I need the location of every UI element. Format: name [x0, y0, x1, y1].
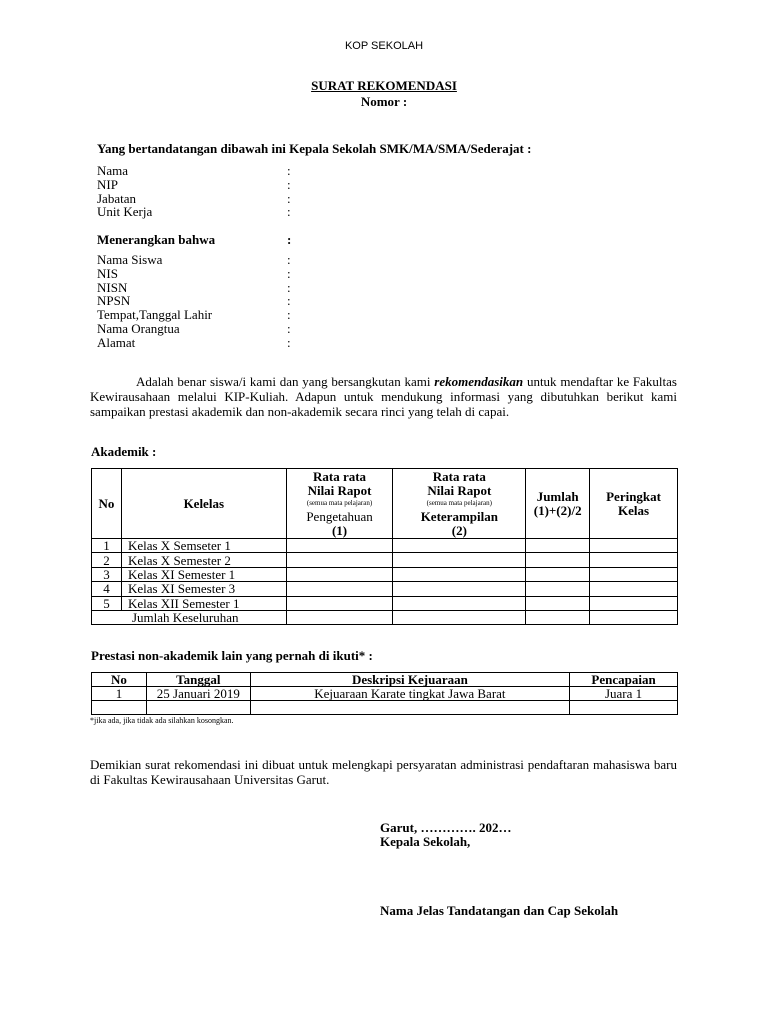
- cell-pengetahuan: [286, 553, 393, 567]
- cell-total-label: Jumlah Keseluruhan: [92, 610, 287, 624]
- cell-no: 1: [92, 687, 147, 701]
- header-line: Nilai Rapot: [307, 482, 372, 498]
- field-nip: [97, 178, 307, 192]
- cell-pencapaian: Juara 1: [570, 687, 678, 701]
- cell-total-peringkat: [590, 610, 678, 624]
- cell-pengetahuan: [286, 567, 393, 581]
- cell-no: [92, 701, 147, 715]
- header-small-note: (semua mata pelajaran): [426, 498, 492, 507]
- header-line: Nilai Rapot: [427, 482, 492, 498]
- cell-pengetahuan: [286, 582, 393, 596]
- cell-peringkat: [590, 596, 678, 610]
- header-no: No: [92, 469, 122, 539]
- cell-no: 5: [92, 596, 122, 610]
- letter-number: Nomor :: [360, 94, 408, 109]
- table-row: [92, 701, 678, 715]
- header-num: (1): [331, 522, 348, 538]
- cell-kelas: Kelas XI Semester 1: [121, 567, 286, 581]
- field-colon: :: [287, 190, 291, 206]
- field-label: NIP: [97, 176, 118, 192]
- header-num: (2): [451, 522, 467, 538]
- field-colon: :: [287, 176, 291, 192]
- header-pengetahuan: [286, 469, 393, 539]
- cell-pengetahuan: [286, 539, 393, 553]
- recommendation-paragraph: [90, 374, 677, 419]
- field-colon: :: [287, 204, 291, 220]
- header-pencapaian: Pencapaian: [570, 673, 678, 687]
- cell-deskripsi: Kejuaraan Karate tingkat Jawa Barat: [250, 687, 569, 701]
- field-label: Nama: [97, 163, 129, 178]
- header-line: Rata rata: [432, 468, 486, 484]
- table-row: [92, 687, 678, 701]
- field-nama-siswa: [97, 253, 307, 267]
- achievement-table: [91, 672, 678, 715]
- header-line: Peringkat: [606, 488, 661, 504]
- cell-keterampilan: [393, 582, 526, 596]
- cell-kelas: Kelas XI Semester 3: [121, 582, 286, 596]
- academic-header-row: [92, 469, 678, 539]
- cell-no: 2: [92, 553, 122, 567]
- intro-statement: Yang bertandatangan dibawah ini Kepala Sekolah SMK/MA/SMA/Sederajat :: [97, 141, 532, 156]
- table-row: [92, 553, 678, 567]
- header-line: Jumlah: [536, 488, 579, 504]
- field-label: Tempat,Tanggal Lahir: [97, 307, 213, 323]
- signature-place-date: Garut, …………. 202…: [380, 820, 512, 835]
- table-total-row: [92, 610, 678, 624]
- field-nisn: [97, 281, 307, 295]
- closing-paragraph: Demikian surat rekomendasi ini dibuat untuk melengkapi persyaratan administrasi pendaftaran mahasiswa baru di Fakultas Kewirausahaan Universitas Garut.: [90, 757, 677, 787]
- field-label: Unit Kerja: [97, 204, 153, 220]
- cell-deskripsi: [250, 701, 569, 715]
- field-label: Nama Siswa: [97, 252, 163, 267]
- paragraph-text-cont: untuk mendaftar ke Fakultas Kewirausahaan melalui KIP-Kuliah. Adapun untuk mendukung informasi yang dibutuhkan berikut kami sampaikan prestasi akademik dan non-akademik secara rinci yang telah di capai.: [90, 374, 677, 419]
- cell-jumlah: [526, 596, 590, 610]
- header-no: No: [92, 673, 147, 687]
- paragraph-emphasis: rekomendasikan: [434, 374, 524, 389]
- header-small-note: (semua mata pelajaran): [306, 498, 373, 507]
- signature-position: Kepala Sekolah,: [380, 834, 471, 849]
- cell-jumlah: [526, 539, 590, 553]
- field-colon: :: [287, 334, 291, 350]
- cell-tanggal: [146, 701, 250, 715]
- header-line: Kelas: [618, 502, 650, 518]
- letter-title: SURAT REKOMENDASI: [311, 78, 457, 93]
- cell-total-pengetahuan: [286, 610, 393, 624]
- cell-peringkat: [590, 553, 678, 567]
- field-nama: [97, 164, 307, 178]
- table-row: [92, 567, 678, 581]
- cell-pencapaian: [570, 701, 678, 715]
- table-row: [92, 582, 678, 596]
- field-npsn: [97, 294, 307, 308]
- cell-pengetahuan: [286, 596, 393, 610]
- header-kelas: Kelelas: [121, 469, 286, 539]
- cell-peringkat: [590, 539, 678, 553]
- field-colon: :: [287, 320, 291, 336]
- field-colon: :: [287, 307, 291, 323]
- footnote: *jika ada, jika tidak ada silahkan kosongkan.: [90, 716, 234, 725]
- field-nis: [97, 267, 307, 281]
- cell-total-keterampilan: [393, 610, 526, 624]
- cell-peringkat: [590, 567, 678, 581]
- header-tanggal: Tanggal: [146, 673, 250, 687]
- academic-table: [91, 468, 678, 625]
- cell-kelas: Kelas X Semester 2: [121, 553, 286, 567]
- header-jumlah: [526, 469, 590, 539]
- field-colon: :: [287, 163, 291, 178]
- header-sub: Pengetahuan: [306, 508, 373, 524]
- field-label: Jabatan: [97, 190, 136, 206]
- cell-jumlah: [526, 582, 590, 596]
- cell-keterampilan: [393, 596, 526, 610]
- cell-keterampilan: [393, 567, 526, 581]
- cell-jumlah: [526, 567, 590, 581]
- akademik-heading: Akademik :: [91, 444, 157, 459]
- cell-no: 1: [92, 539, 122, 553]
- menerangkan-colon: :: [287, 232, 292, 247]
- cell-keterampilan: [393, 539, 526, 553]
- field-label: Alamat: [97, 334, 136, 350]
- official-fields: [97, 164, 307, 219]
- cell-no: 3: [92, 567, 122, 581]
- table-row: [92, 539, 678, 553]
- signature-name-line: Nama Jelas Tandatangan dan Cap Sekolah: [380, 903, 619, 918]
- field-label: NIS: [97, 265, 118, 281]
- field-unit-kerja: [97, 205, 307, 219]
- field-alamat: [97, 336, 307, 350]
- header-line: Rata rata: [312, 468, 367, 484]
- paragraph-text: Adalah benar siswa/i kami dan yang bersangkutan kami: [136, 374, 435, 389]
- cell-tanggal: 25 Januari 2019: [146, 687, 250, 701]
- field-nama-orangtua: [97, 322, 307, 336]
- cell-kelas: Kelas X Semseter 1: [121, 539, 286, 553]
- cell-no: 4: [92, 582, 122, 596]
- cell-jumlah: [526, 553, 590, 567]
- header-line: (1)+(2)/2: [533, 502, 582, 518]
- prestasi-heading: Prestasi non-akademik lain yang pernah di ikuti* :: [91, 648, 373, 663]
- student-fields: [97, 253, 307, 350]
- field-colon: :: [287, 293, 291, 309]
- field-colon: :: [287, 265, 291, 281]
- field-colon: :: [287, 279, 291, 295]
- header-deskripsi: Deskripsi Kejuaraan: [250, 673, 569, 687]
- letterhead: KOP SEKOLAH: [344, 40, 424, 52]
- cell-kelas: Kelas XII Semester 1: [121, 596, 286, 610]
- menerangkan-label: Menerangkan bahwa: [97, 232, 216, 247]
- cell-total-jumlah: [526, 610, 590, 624]
- field-label: Nama Orangtua: [97, 320, 180, 336]
- menerangkan-heading: [97, 233, 307, 247]
- header-keterampilan: [393, 469, 526, 539]
- cell-keterampilan: [393, 553, 526, 567]
- table-row: [92, 596, 678, 610]
- field-label: NISN: [97, 279, 128, 295]
- header-sub: Keterampilan: [420, 508, 498, 524]
- field-ttl: [97, 308, 307, 322]
- field-jabatan: [97, 192, 307, 206]
- field-label: NPSN: [97, 293, 131, 309]
- achievement-header-row: [92, 673, 678, 687]
- header-peringkat: [590, 469, 678, 539]
- cell-peringkat: [590, 582, 678, 596]
- field-colon: :: [287, 252, 291, 267]
